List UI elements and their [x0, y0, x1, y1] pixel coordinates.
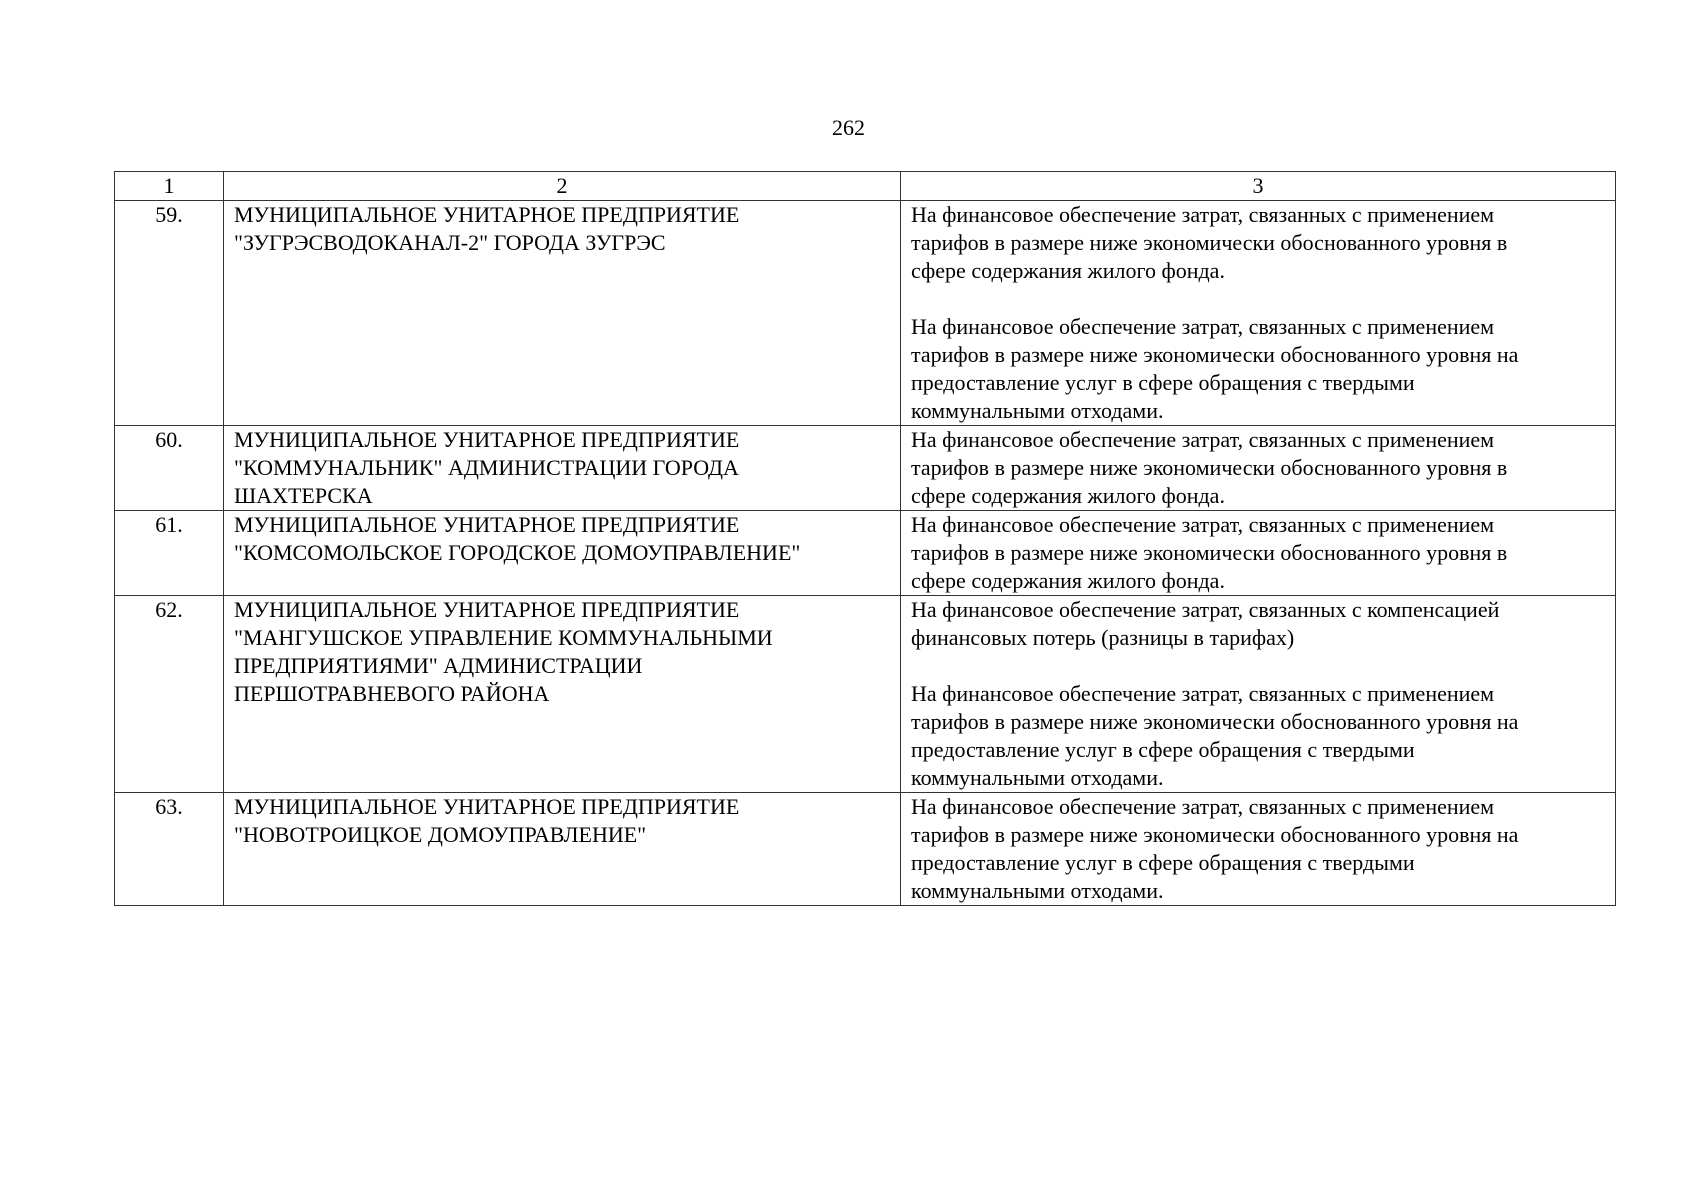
name-line: ПЕРШОТРАВНЕВОГО РАЙОНА: [234, 681, 550, 706]
text-line: тарифов в размере ниже экономически обоснованного уровня на: [911, 342, 1519, 367]
text-line: сфере содержания жилого фонда.: [911, 258, 1225, 283]
text-line: предоставление услуг в сфере обращения с твердыми: [911, 850, 1415, 875]
text-line: На финансовое обеспечение затрат, связанных с применением: [911, 681, 1495, 706]
organization-name: [224, 426, 901, 511]
text-line: На финансовое обеспечение затрат, связанных с применением: [911, 794, 1495, 819]
name-line: ШАХТЕРСКА: [234, 483, 373, 508]
text-line: коммунальными отходами.: [911, 398, 1164, 423]
purpose-description: [901, 793, 1616, 906]
text-line: На финансовое обеспечение затрат, связанных с применением: [911, 202, 1495, 227]
text-line: тарифов в размере ниже экономически обоснованного уровня на: [911, 709, 1519, 734]
text-line: тарифов в размере ниже экономически обоснованного уровня в: [911, 455, 1508, 480]
purpose-paragraph: [911, 793, 1605, 905]
row-number: 62.: [115, 596, 224, 793]
column-header-2: 2: [224, 172, 901, 201]
text-line: предоставление услуг в сфере обращения с твердыми: [911, 737, 1415, 762]
name-line: МУНИЦИПАЛЬНОЕ УНИТАРНОЕ ПРЕДПРИЯТИЕ: [234, 512, 740, 537]
text-line: тарифов в размере ниже экономически обоснованного уровня в: [911, 230, 1508, 255]
text-line: На финансовое обеспечение затрат, связанных с применением: [911, 427, 1495, 452]
text-line: сфере содержания жилого фонда.: [911, 483, 1225, 508]
text-line: финансовых потерь (разницы в тарифах): [911, 625, 1295, 650]
purpose-description: [901, 596, 1616, 793]
page-number: 262: [832, 115, 865, 140]
name-line: МУНИЦИПАЛЬНОЕ УНИТАРНОЕ ПРЕДПРИЯТИЕ: [234, 427, 740, 452]
text-line: На финансовое обеспечение затрат, связанных с применением: [911, 512, 1495, 537]
organization-name: [224, 511, 901, 596]
column-header-1: 1: [115, 172, 224, 201]
row-number: 61.: [115, 511, 224, 596]
name-line: "КОММУНАЛЬНИК" АДМИНИСТРАЦИИ ГОРОДА: [234, 455, 739, 480]
recipients-table: [114, 171, 1616, 906]
table-row: [115, 201, 1616, 426]
text-line: На финансовое обеспечение затрат, связанных с применением: [911, 314, 1495, 339]
name-line: МУНИЦИПАЛЬНОЕ УНИТАРНОЕ ПРЕДПРИЯТИЕ: [234, 202, 740, 227]
name-line: "ЗУГРЭСВОДОКАНАЛ-2" ГОРОДА ЗУГРЭС: [234, 230, 666, 255]
name-line: МУНИЦИПАЛЬНОЕ УНИТАРНОЕ ПРЕДПРИЯТИЕ: [234, 597, 740, 622]
purpose-paragraph: [911, 313, 1605, 425]
row-number: 59.: [115, 201, 224, 426]
column-header-3: 3: [901, 172, 1616, 201]
text-line: На финансовое обеспечение затрат, связанных с компенсацией: [911, 597, 1500, 622]
name-line: ПРЕДПРИЯТИЯМИ" АДМИНИСТРАЦИИ: [234, 653, 643, 678]
text-line: предоставление услуг в сфере обращения с твердыми: [911, 370, 1415, 395]
table-row: [115, 793, 1616, 906]
organization-name: [224, 596, 901, 793]
row-number: 60.: [115, 426, 224, 511]
row-number: 63.: [115, 793, 224, 906]
name-line: "КОМСОМОЛЬСКОЕ ГОРОДСКОЕ ДОМОУПРАВЛЕНИЕ": [234, 540, 801, 565]
name-line: "МАНГУШСКОЕ УПРАВЛЕНИЕ КОММУНАЛЬНЫМИ: [234, 625, 773, 650]
table-header-row: [115, 172, 1616, 201]
organization-name: [224, 201, 901, 426]
purpose-paragraph: [911, 426, 1605, 510]
text-line: тарифов в размере ниже экономически обоснованного уровня на: [911, 822, 1519, 847]
name-line: МУНИЦИПАЛЬНОЕ УНИТАРНОЕ ПРЕДПРИЯТИЕ: [234, 794, 740, 819]
purpose-description: [901, 426, 1616, 511]
table-row: [115, 511, 1616, 596]
table-row: [115, 426, 1616, 511]
text-line: коммунальными отходами.: [911, 765, 1164, 790]
purpose-paragraph: [911, 201, 1605, 285]
text-line: сфере содержания жилого фонда.: [911, 568, 1225, 593]
purpose-paragraph: [911, 680, 1605, 792]
name-line: "НОВОТРОИЦКОЕ ДОМОУПРАВЛЕНИЕ": [234, 822, 647, 847]
organization-name: [224, 793, 901, 906]
text-line: тарифов в размере ниже экономически обоснованного уровня в: [911, 540, 1508, 565]
purpose-paragraph: [911, 596, 1605, 652]
table-row: [115, 596, 1616, 793]
purpose-description: [901, 511, 1616, 596]
purpose-paragraph: [911, 511, 1605, 595]
text-line: коммунальными отходами.: [911, 878, 1164, 903]
purpose-description: [901, 201, 1616, 426]
